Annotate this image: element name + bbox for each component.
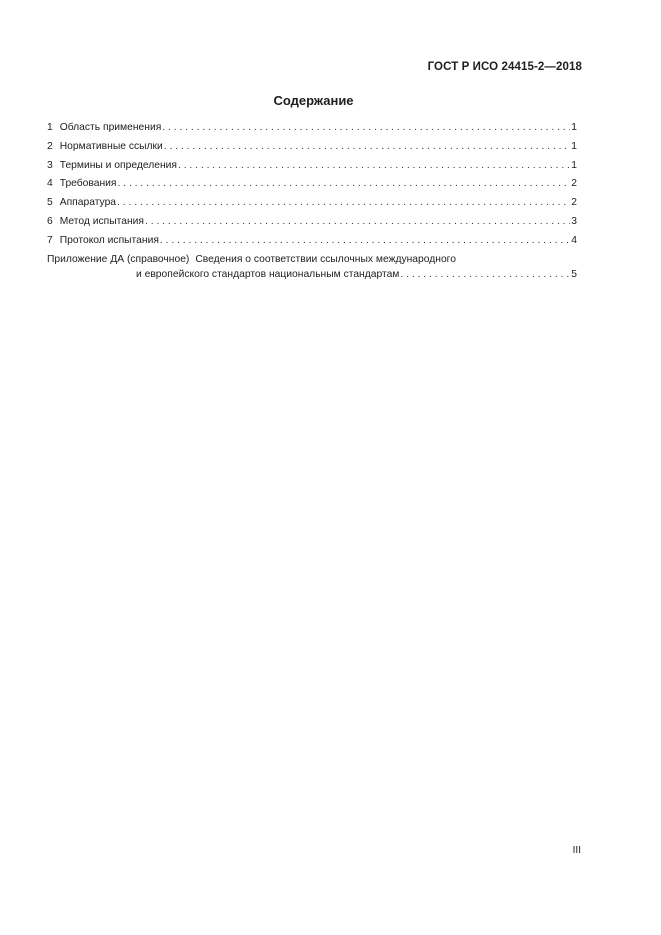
toc-entry-page: 2 <box>571 178 577 190</box>
toc-entry-label: Термины и определения <box>59 159 177 171</box>
toc-entry-number: 4 <box>47 178 53 190</box>
toc-leader-dots <box>400 269 570 280</box>
toc-entry-page: 1 <box>571 122 577 133</box>
toc-entry-7[interactable] <box>47 235 577 254</box>
toc-entry-number: 7 <box>47 234 53 246</box>
annex-page: 5 <box>571 268 577 280</box>
toc-entry-6[interactable] <box>47 216 577 235</box>
annex-first-line <box>47 254 577 269</box>
toc-entry-number: 2 <box>47 140 53 152</box>
annex-second-line <box>47 269 577 284</box>
toc-entry-label: Аппаратура <box>59 197 117 209</box>
toc-leader-dots <box>145 216 570 227</box>
toc-entry-number: 6 <box>47 215 53 227</box>
annex-title-line1: Сведения о соответствии ссылочных международного <box>195 253 456 265</box>
toc-entry-number: 1 <box>47 122 53 133</box>
toc-entry-number: 5 <box>47 197 53 209</box>
toc-annex-entry[interactable] <box>47 254 577 284</box>
toc-entry-page: 3 <box>571 215 577 227</box>
toc-entry-1[interactable] <box>47 122 577 141</box>
toc-leader-dots <box>160 235 570 246</box>
toc-leader-dots <box>178 160 570 171</box>
toc-entry-2[interactable] <box>47 141 577 160</box>
toc-leader-dots <box>162 122 570 133</box>
toc-entry-page: 1 <box>571 159 577 171</box>
page-number: III <box>572 845 581 856</box>
toc-entry-label: Метод испытания <box>59 215 144 227</box>
annex-prefix: Приложение ДА (справочное) <box>47 253 190 265</box>
document-code: ГОСТ Р ИСО 24415-2—2018 <box>427 61 582 73</box>
toc-entry-page: 1 <box>571 140 577 152</box>
toc-entry-label: Протокол испытания <box>59 234 159 246</box>
annex-title-line2: и европейского стандартов национальным стандартам <box>136 268 400 280</box>
table-of-contents <box>47 122 577 284</box>
toc-entry-5[interactable] <box>47 197 577 216</box>
toc-entry-label: Нормативные ссылки <box>59 140 163 152</box>
toc-entry-page: 2 <box>571 197 577 209</box>
toc-entry-4[interactable] <box>47 178 577 197</box>
toc-entry-label: Область применения <box>59 122 162 133</box>
toc-leader-dots <box>117 197 570 208</box>
toc-leader-dots <box>164 141 570 152</box>
toc-entry-label: Требования <box>59 178 117 190</box>
toc-title: Содержание <box>273 93 354 108</box>
toc-leader-dots <box>118 178 571 189</box>
toc-entry-3[interactable] <box>47 160 577 179</box>
toc-entry-number: 3 <box>47 159 53 171</box>
toc-entry-page: 4 <box>571 234 577 246</box>
